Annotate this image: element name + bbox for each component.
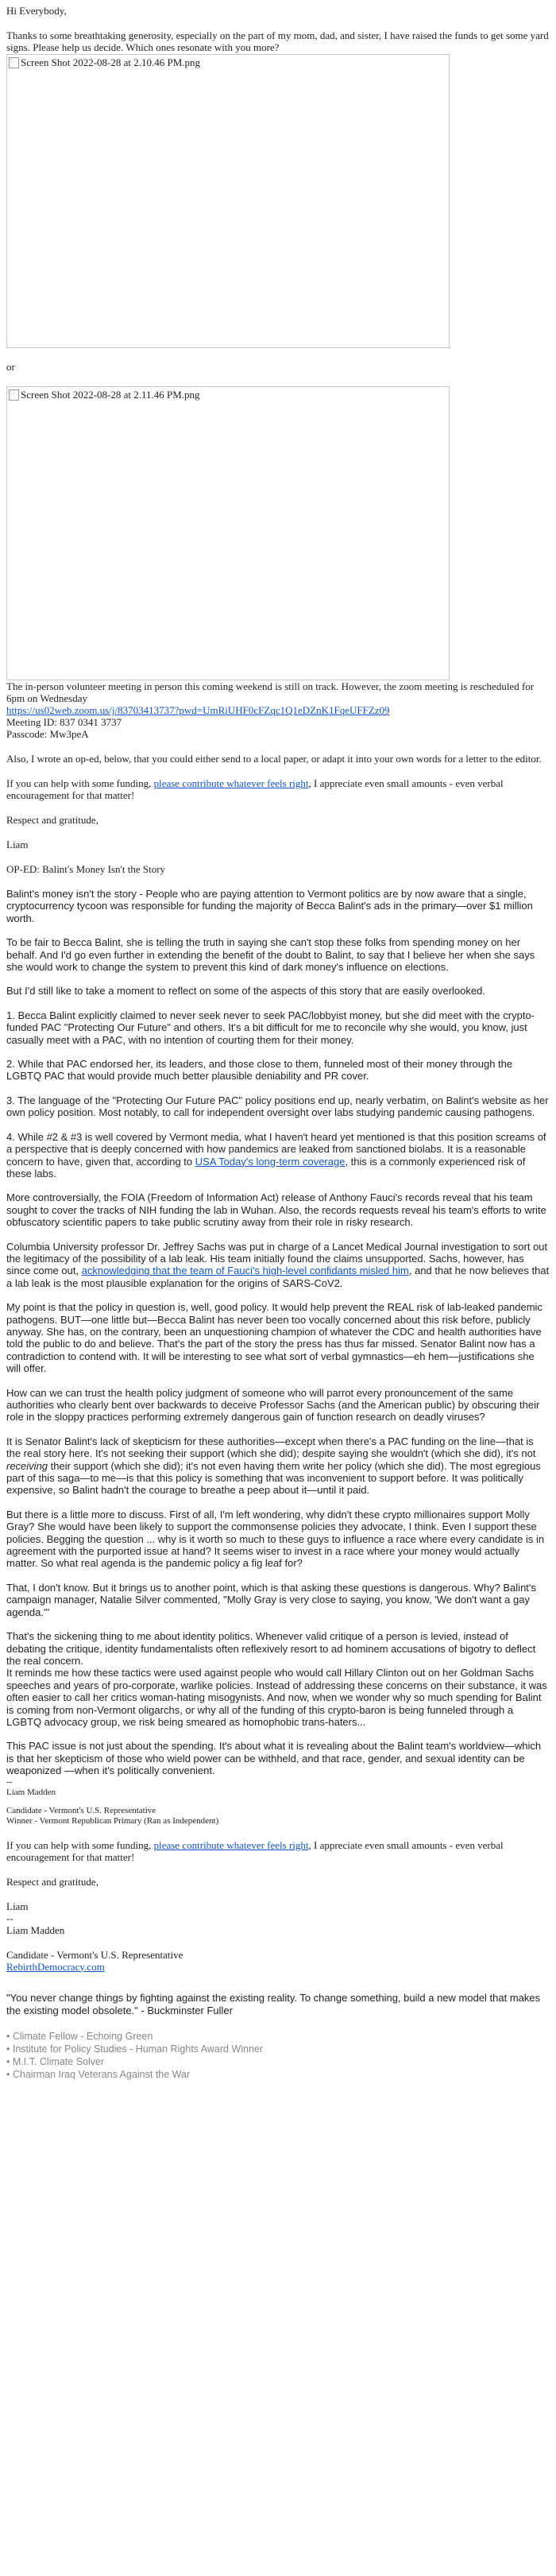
- oped-paragraph: More controversially, the FOIA (Freedom of Information Act) release of Anthony Fauci's records reveal that his team sought to cover the tracks of NIH funding the lab in Wuhan. Also, the records requests reveal his team's efforts to write obfuscatory scientific papers to take public scrutiny away from their role in risky research.: [6, 1191, 546, 1229]
- credential-item: • M.I.T. Climate Solver: [6, 2055, 550, 2068]
- oped-paragraph: It reminds me how these tactics were used against people who would call Hillary Clinton out on her Goldman Sachs speeches and years of pro-corporate, warlike policies. Instead of addressing these concerns on their substance, it was often easier to call her critics woman-hating misogynists. And now, when we wonder why so much spending for Balint is coming from non-Vermont oligarchs, or why all of the funding of this crypto-baron is being funneled through a LGBTQ advocacy group, we risk being smeared as homophobic trans-haters...: [6, 1667, 547, 1728]
- broken-image-icon: [9, 389, 19, 401]
- oped-paragraph: That's the sickening thing to me about identity politics. Whenever valid critique of a person is levied, instead of debating the critique, identity fundamentalists often reflexively resort to ad hominem accusations of bigotry to deflect the real concern.: [6, 1630, 536, 1667]
- funding-request: If you can help with some funding, please contribute whatever feels right, I appreciate even small amounts - even verbal encouragement for that matter!: [6, 1838, 504, 1863]
- oped-paragraph: To be fair to Becca Balint, she is telling the truth in saying she can't stop these folks from spending money on her behalf. And I'd go even further in extending the benefit of the doubt to Balint, to say that I believe her when she says she would work to change the system to prevent this kind of dark money's influence on elections.: [6, 936, 535, 974]
- oped-paragraph: It is Senator Balint's lack of skepticism for these authorities—except when there's a PAC funding on the line—that is the real story here. It's not seeking their support (which she did); despite saying she wouldn't (which she did), it's not receiving their support (which she did); it's not even having them write her policy (which she did). The most egregious part of this saga—to me—is that this policy is something that was inconvenient to support before. It was politically expensive, so Balint hadn't the courage to breathe a peep about it—until it paid.: [6, 1435, 541, 1497]
- signature-name: Liam Madden: [6, 1923, 65, 1936]
- oped-body: [6, 888, 550, 1777]
- contribute-link[interactable]: please contribute whatever feels right: [153, 1838, 309, 1851]
- oped-paragraph: Balint's money isn't the story - People who are paying attention to Vermont politics are by now aware that a single, cryptocurrency tycoon was responsible for funding the majority of Becca Balint's ads in the primary—over $1 million worth.: [6, 888, 533, 924]
- signoff-name: Liam: [6, 839, 29, 850]
- credential-item: • Climate Fellow - Echoing Green: [6, 2030, 550, 2043]
- credential-item: • Chairman Iraq Veterans Against the War: [6, 2068, 550, 2081]
- credential-item: • Institute for Policy Studies - Human Rights Award Winner: [6, 2043, 550, 2055]
- oped-paragraph: That, I don't know. But it brings us to another point, which is that asking these questions is dangerous. Why? Balint's campaign manager, Natalie Silver commented, "Molly Gray is very close to saying, you know, 'We don't want a gay agenda.'": [6, 1581, 536, 1618]
- broken-image-icon: [9, 57, 19, 68]
- fuller-quote: "You never change things by fighting against the existing reality. To change something, build a new model that makes the existing model obsolete." - Buckminster Fuller: [6, 1991, 541, 2016]
- usa-today-link[interactable]: USA Today's long-term coverage: [195, 1155, 346, 1168]
- oped-paragraph: 2. While that PAC endorsed her, its leaders, and those close to them, funneled most of their money through the LGBTQ PAC that would provide much better plausible deniability and PR cover.: [6, 1058, 513, 1083]
- website-link[interactable]: RebirthDemocracy.com: [6, 1960, 105, 1973]
- or-text: or: [6, 361, 15, 373]
- oped-paragraph: 3. The language of the "Protecting Our Future PAC" policy positions end up, nearly verbatim, on Balint's website as her own policy position. Most notably, to call for independent oversight over labs studying pandemic causing pathogens.: [6, 1094, 549, 1119]
- oped-title: OP-ED: Balint's Money Isn't the Story: [6, 863, 166, 875]
- zoom-link[interactable]: https://us02web.zoom.us/j/83703413737?pwd=UmRiUHF0cFZqc1Q1eDZnK1FqeUFFZz09: [6, 704, 390, 716]
- meeting-id: Meeting ID: 837 0341 3737: [6, 716, 122, 728]
- oped-paragraph: 1. Becca Balint explicitly claimed to never seek never to seek PAC/lobbyist money, but she did meet with the crypto-funded PAC "Protecting Our Future" and others. It's a bit difficult for me to reconcile why she would, you know, just casually meet with a PAC, with no intention of courting them for their money.: [6, 1009, 535, 1046]
- oped-paragraph: 4. While #2 & #3 is well covered by Vermont media, what I haven't heard yet mentioned is that this position screams of a perspective that is deeply concerned with how pandemics are leaked from sanctioned biolabs. It is a reasonable concern to have, given that, according to USA Today's long-term coverage, this is a commonly experienced risk of these labs.: [6, 1130, 546, 1180]
- yard-sign-image-2[interactable]: [6, 386, 450, 680]
- oped-paragraph: My point is that the policy in question is, well, good policy. It would help prevent the REAL risk of lab-leaked pandemic pathogens. BUT—one little but—Becca Balint has never been too vocally concerned about this risk before, publicly anyway. She has, on the contrary, been an unquestioning champion of whatever the CDC and health authorities have told the public to do and believe. That's the part of the story the press has thus far missed. Senator Balint now has a contradiction to contend with. It will be interesting to see what sort of verbal gymnastics—eh hem—justifications she will offer.: [6, 1301, 542, 1375]
- meeting-text: The in-person volunteer meeting in person this coming weekend is still on track. However, the zoom meeting is rescheduled for 6pm on Wednesday: [6, 680, 535, 704]
- signature-winner: Winner - Vermont Republican Primary (Ran as Independent): [6, 1815, 219, 1826]
- oped-paragraph: But I'd still like to take a moment to reflect on some of the aspects of this story that are easily overlooked.: [6, 985, 485, 997]
- oped-paragraph: This PAC issue is not just about the spending. It's about what it is revealing about the Balint team's worldview—which is that her skepticism of those who wield power can be withheld, and that race, gender, and sexual identity can be weaponized —when it's politically convenient.: [6, 1740, 542, 1777]
- signoff-name: Liam: [6, 1900, 29, 1912]
- meeting-passcode: Passcode: Mw3peA: [6, 728, 89, 740]
- image-alt-text: Screen Shot 2022-08-28 at 2.11.46 PM.png: [21, 389, 200, 401]
- sachs-link[interactable]: acknowledging that the team of Fauci's high-level confidants misled him: [81, 1265, 409, 1277]
- oped-note: Also, I wrote an op-ed, below, that you could either send to a local paper, or adapt it into your own words for a letter to the editor.: [6, 753, 542, 765]
- yard-sign-image-1[interactable]: [6, 54, 450, 348]
- signature-role: Candidate - Vermont's U.S. Representative: [6, 1948, 183, 1961]
- meeting-info: [6, 680, 550, 740]
- signature-name: Liam Madden: [6, 1787, 56, 1797]
- greeting: Hi Everybody,: [6, 5, 67, 17]
- oped-paragraph: Columbia University professor Dr. Jeffrey Sachs was put in charge of a Lancet Medical Journal investigation to sort out the legitimacy of the possibility of a lab leak. His team initially found the claims unsupported. Sachs, however, has since come out, acknowledging that the team of Fauci's high-level confidants misled him, and that he now believes that a lab leak is the most plausible explanation for the origins of SARS-CoV2.: [6, 1240, 550, 1289]
- oped-paragraph: But there is a little more to discuss. First of all, I'm left wondering, why didn't these crypto millionaires support Molly Gray? She would have been likely to support the commonsense policies they advocate, I think. Even I support these policies. Begging the question ... why is it worth so much to these guys to influence a race where every candidate is in agreement with the purported issue at hand? It seems wiser to invest in a race where your money would actually matter. So what real agenda is the pandemic policy a fig leaf for?: [6, 1508, 545, 1570]
- signature-role: Candidate - Vermont's U.S. Representative: [6, 1805, 156, 1815]
- contribute-link[interactable]: please contribute whatever feels right: [153, 777, 309, 789]
- funding-request: If you can help with some funding, please contribute whatever feels right, I appreciate even small amounts - even verbal encouragement for that matter!: [6, 777, 504, 801]
- email-body: Hi Everybody, Thanks to some breathtaking generosity, especially on the part of my mom, dad, and sister, I have raised the funds to get some yard signs. Please help us decide. Which ones resonate with you more? Screen Shot 2022-08-28 at 2.10.46 PM.png or Screen Shot 2022-08-28 at 2.11.46 PM.png The in-person volunteer meeting in person this coming weekend is still on track. However, the zoom meeting is rescheduled for 6pm on Wednesday https://us02web.zoom.us/j/83703413737?pwd=UmRiUHF0cFZqc1Q1eDZnK1FqeUFFZz09 Meeting ID: 837 0341 3737 Passcode: Mw3peA Also, I wrote an op-ed, below, that you could either send to a local paper, or adapt it into your own words for a letter to the editor. If you can help with some funding, please contribute whatever feels right, I appreciate even small amounts - even verbal encouragement for that matter! Respect and gratitude, Liam OP-ED: Balint's Money Isn't the Story Balint's money isn't the story - People who are paying attention to Vermont politics are by now aware that a single, cryptocurrency tycoon was responsible for funding the majority of Becca Balint's ads in the primary—over $1 million worth. To be fair to Becca Balint, she is telling the truth in saying she can't stop these folks from spending money on her behalf. And I'd go even further in extending the benefit of the doubt to Balint, to say that I believe her when she says she would work to change the system to prevent this kind of dark money's influence on elections. But I'd still like to take a moment to reflect on some of the aspects of this story that are easily overlooked. 1. Becca Balint explicitly claimed to never seek never to seek PAC/lobbyist money, but she did meet with the crypto-funded PAC "Protecting Our Future" and others. It's a bit difficult for me to reconcile why she would, you know, just casually meet with a PAC, with no intention of courting them for their money. 2. While that PAC endorsed her, its leaders, and those close to them, funneled most of their money through the LGBTQ PAC that would provide much better plausible deniability and PR cover. 3. The language of the "Protecting Our Future PAC" policy positions end up, nearly verbatim, on Balint's website as her own policy position. Most notably, to call for independent oversight over labs studying pandemic causing pathogens. 4. While #2 & #3 is well covered by Vermont media, what I haven't heard yet mentioned is that this position screams of a perspective that is deeply concerned with how pandemics are leaked from sanctioned biolabs. It is a reasonable concern to have, given that, according to USA Today's long-term coverage, this is a commonly experienced risk of these labs. More controversially, the FOIA (Freedom of Information Act) release of Anthony Fauci's records reveal that his team sought to cover the tracks of NIH funding the lab in Wuhan. Also, the records requests reveal his team's efforts to write obfuscatory scientific papers to take public scrutiny away from their role in risky research. Columbia University professor Dr. Jeffrey Sachs was put in charge of a Lancet Medical Journal investigation to sort out the legitimacy of the possibility of a lab leak. His team initially found the claims unsupported. Sachs, however, has since come out, acknowledging that the team of Fauci's high-level confidants misled him, and that he now believes that a lab leak is the most plausible explanation for the origins of SARS-CoV2. My point is that the policy in question is, well, good policy. It would help prevent the REAL risk of lab-leaked pandemic pathogens. BUT—one little but—Becca Balint has never been too vocally concerned about this risk before, publicly anyway. She has, on the contrary, been an unquestioning champion of whatever the CDC and health authorities have told the public to do and believe. That's the part of the story the press has thus far missed. Senator Balint now has a contradiction to contend with. It will be interesting to see what sort of verbal gymnastics—eh hem—justifications she will offer. How can we can trust the health policy judgment of someone who will parrot every pronouncement of the same authorities who clearly bent over backwards to deceive Professor Sachs (and the American public) by obscuring their role in the sloppy practices performing extremely dangerous gain of function research on deadly viruses? It is Senator Balint's lack of skepticism for these authorities—except when there's a PAC funding on the line—that is the real story here. It's not seeking their support (which she did); despite saying she wouldn't (which she did), it's not receiving their support (which she did); it's not even having them write her policy (which she did). The most egregious part of this saga—to me—is that this policy is something that was inconvenient to support before. It was politically expensive, so Balint hadn't the courage to breathe a peep about it—until it paid. But there is a little more to discuss. First of all, I'm left wondering, why didn't these crypto millionaires support Molly Gray? She would have been likely to support the commonsense policies they advocate, I think. Even I support these policies. Begging the question ... why is it worth so much to these guys to influence a race where every candidate is in agreement with the purported issue at hand? It seems wiser to invest in a race where your money would actually matter. So what real agenda is the pandemic policy a fig leaf for? That, I don't know. But it brings us to another point, which is that asking these questions is dangerous. Why? Balint's campaign manager, Natalie Silver commented, "Molly Gray is very close to saying, you know, 'We don't want a gay agenda.'" That's the sickening thing to me about identity politics. Whenever valid critique of a person is levied, instead of debating the critique, identity fundamentalists often reflexively resort to ad hominem accusations of bigotry to deflect the real concern. It reminds me how these tactics were used against people who would call Hillary Clinton out on her Goldman Sachs speeches and years of pro-corporate, warlike policies. Instead of addressing these concerns on their substance, it was often easier to call her critics woman-hating misogynists. And now, when we wonder why so much spending for Balint is coming from non-Vermont oligarchs, or why all of the funding of this crypto-baron is being funneled through a LGBTQ advocacy group, we risk being smeared as homophobic trans-haters... This PAC issue is not just about the spending. It's about what it is revealing about the Balint team's worldview—which is that her skepticism of those who wield power can be withheld, and that race, gender, and sexual identity can be weaponized —when it's politically convenient. -- Liam Madden Candidate - Vermont's U.S. Representative Winner - Vermont Republican Primary (Ran as Independent) If you can help with some funding, please contribute whatever feels right, I appreciate even small amounts - even verbal encouragement for that matter! Respect and gratitude, Liam -- Liam Madden Candidate - Vermont's U.S. Representative RebirthDemocracy.com "You never change things by fighting against the existing reality. To change something, build a new model that makes the existing model obsolete." - Buckminster Fuller • Climate Fellow - Echoing Green • Institute for Policy Studies - Human Rights Award Winner • M.I.T. Climate Solver • Chairman Iraq Veterans Against the War: [6, 5, 550, 2081]
- closing-respect: Respect and gratitude,: [6, 814, 98, 826]
- credentials-list: [6, 2030, 550, 2081]
- image-alt-text: Screen Shot 2022-08-28 at 2.10.46 PM.png: [21, 56, 201, 68]
- closing-respect: Respect and gratitude,: [6, 1875, 98, 1888]
- signature-small: -- Liam Madden Candidate - Vermont's U.S. Representative Winner - Vermont Republican Primary (Ran as Independent): [6, 1777, 550, 1826]
- intro-text: Thanks to some breathtaking generosity, especially on the part of my mom, dad, and sister, I have raised the funds to get some yard signs. Please help us decide. Which ones resonate with you more?: [6, 29, 549, 53]
- oped-paragraph: How can we can trust the health policy judgment of someone who will parrot every pronouncement of the same authorities who clearly bent over backwards to deceive Professor Sachs (and the American public) by obscuring their role in the sloppy practices performing extremely dangerous gain of function research on deadly viruses?: [6, 1386, 540, 1424]
